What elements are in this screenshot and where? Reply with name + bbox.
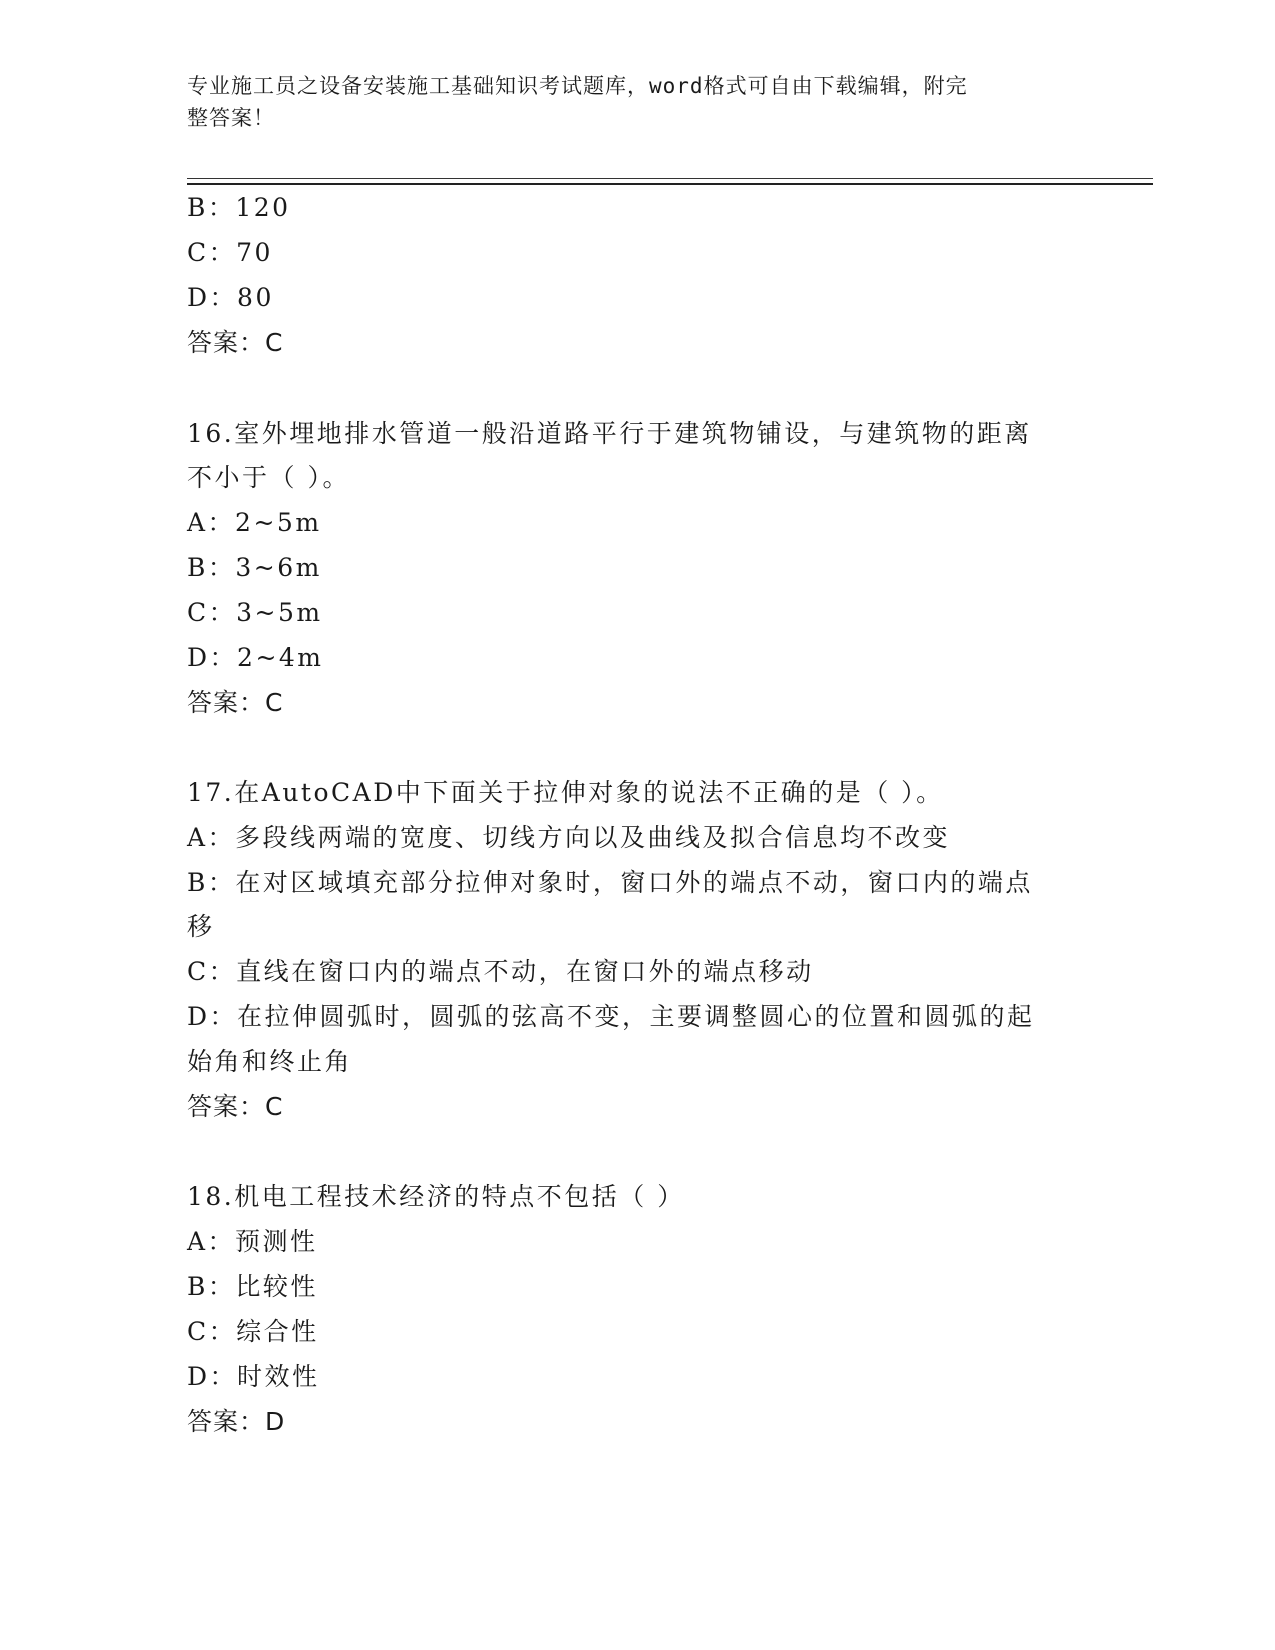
- q17-option-a: A：多段线两端的宽度、切线方向以及曲线及拟合信息均不改变: [187, 823, 951, 852]
- header-title-line1: 专业施工员之设备安装施工基础知识考试题库，word格式可自由下载编辑，附完: [187, 74, 968, 98]
- q15-option-b: B：120: [187, 193, 291, 222]
- q17-option-c: C：直线在窗口内的端点不动，在窗口外的端点移动: [187, 957, 814, 986]
- q17-option-b-line1: B：在对区域填充部分拉伸对象时，窗口外的端点不动，窗口内的端点: [187, 868, 1033, 897]
- q17-option-d-line1: D：在拉伸圆弧时，圆弧的弦高不变，主要调整圆心的位置和圆弧的起: [187, 1002, 1035, 1031]
- q18-option-b: B：比较性: [187, 1272, 318, 1301]
- header-title-line2: 整答案！: [187, 106, 275, 130]
- q15-option-c: C：70: [187, 238, 273, 267]
- q16-option-c: C：3~5m: [187, 598, 323, 627]
- q15-answer: 答案：C: [187, 328, 284, 357]
- header-divider-thick: [187, 183, 1153, 185]
- header-divider-thin: [187, 178, 1153, 179]
- q16-option-d: D：2~4m: [187, 643, 324, 672]
- q18-option-d: D：时效性: [187, 1362, 320, 1391]
- q18-option-a: A：预测性: [187, 1227, 318, 1256]
- q15-option-d: D：80: [187, 283, 274, 312]
- q18-stem: 18.机电工程技术经济的特点不包括（ ）: [187, 1182, 685, 1211]
- q16-option-b: B：3~6m: [187, 553, 322, 582]
- q16-option-a: A：2~5m: [187, 508, 322, 537]
- q17-answer: 答案：C: [187, 1092, 284, 1121]
- q18-option-c: C：综合性: [187, 1317, 319, 1346]
- q17-stem: 17.在AutoCAD中下面关于拉伸对象的说法不正确的是（ ）。: [187, 778, 944, 807]
- q16-stem-line1: 16.室外埋地排水管道一般沿道路平行于建筑物铺设，与建筑物的距离: [187, 419, 1032, 448]
- q16-stem-line2: 不小于（ ）。: [187, 463, 350, 492]
- q17-option-b-line2: 移: [187, 912, 215, 941]
- document-header: [187, 70, 1067, 134]
- q17-option-d-line2: 始角和终止角: [187, 1047, 353, 1076]
- q18-answer: 答案：D: [187, 1407, 286, 1436]
- q16-answer: 答案：C: [187, 688, 284, 717]
